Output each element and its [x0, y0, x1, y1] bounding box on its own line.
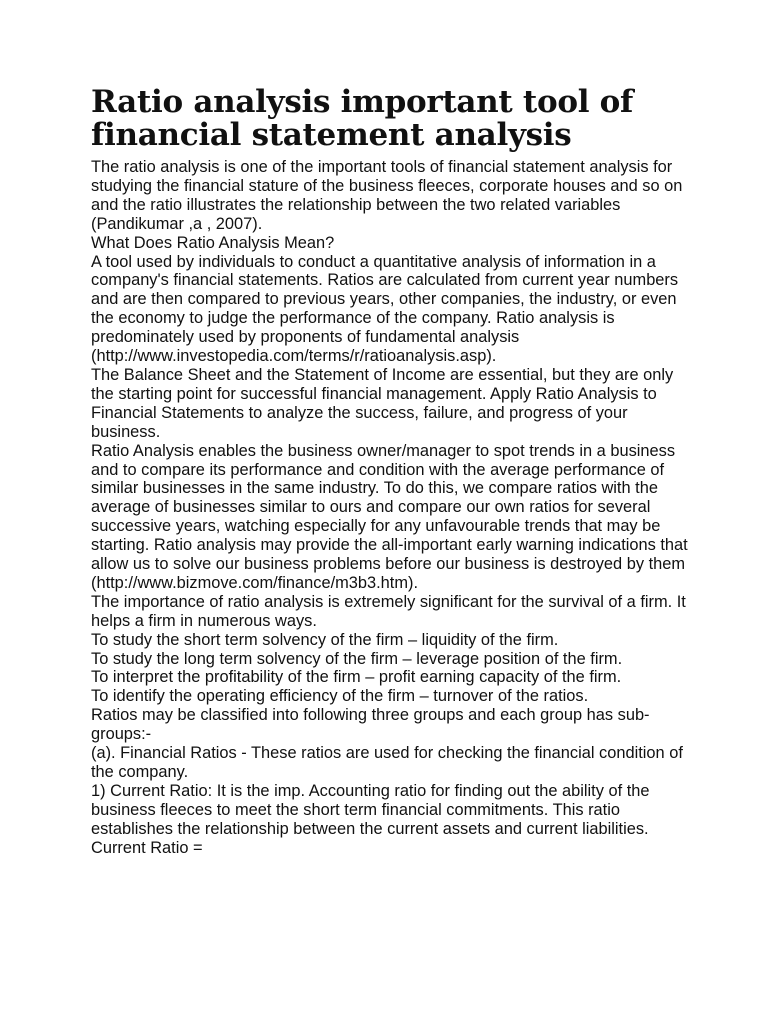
paragraph: Ratio Analysis enables the business owner/manager to spot trends in a business and to compare its performance and condition with the average performance of similar businesses in the same industry. To do this, we compare ratios with the average of businesses similar to ours and compare our own ratios for several successive years, watching especially for any unfavourable trends that may be starting. Ratio analysis may provide the all-important early warning indications that allow us to solve our business problems before our business is destroyed by them (http://www.bizmove.com/finance/m3b3.htm).	[91, 441, 688, 592]
paragraph: Ratios may be classified into following three groups and each group has sub-groups:-	[91, 706, 650, 744]
paragraph: A tool used by individuals to conduct a quantitative analysis of information in a company's financial statements. Ratios are calculated from current year numbers and are then compared to previous years, other companies, the industry, or even the economy to judge the performance of the company. Ratio analysis is predominately used by proponents of fundamental analysis (http://www.investopedia.com/terms/r/ratioanalysis.asp).	[91, 252, 679, 366]
paragraph: To study the long term solvency of the firm – leverage position of the firm.	[91, 649, 623, 668]
paragraph: Current Ratio =	[91, 838, 203, 857]
paragraph: (a). Financial Ratios - These ratios are used for checking the financial condition of the company.	[91, 744, 683, 781]
document-body	[91, 158, 691, 858]
paragraph: What Does Ratio Analysis Mean?	[91, 233, 335, 252]
paragraph: The ratio analysis is one of the important tools of financial statement analysis for studying the financial stature of the business fleeces, corporate houses and so on and the ratio illustrates the relationship between the two related variables (Pandikumar ,a , 2007).	[91, 158, 683, 233]
document-page	[91, 86, 691, 858]
document-title: Ratio analysis important tool of financial statement analysis	[91, 84, 634, 153]
paragraph: 1) Current Ratio: It is the imp. Accounting ratio for finding out the ability of the business fleeces to meet the short term financial commitments. This ratio establishes the relationship between the current assets and current liabilities.	[91, 781, 650, 838]
paragraph: The Balance Sheet and the Statement of Income are essential, but they are only the starting point for successful financial management. Apply Ratio Analysis to Financial Statements to analyze the success, failure, and progress of your business.	[91, 365, 674, 441]
paragraph: To study the short term solvency of the firm – liquidity of the firm.	[91, 630, 559, 649]
paragraph: The importance of ratio analysis is extremely significant for the survival of a firm. It helps a firm in numerous ways.	[91, 592, 686, 630]
paragraph: To identify the operating efficiency of the firm – turnover of the ratios.	[91, 687, 589, 706]
paragraph: To interpret the profitability of the firm – profit earning capacity of the firm.	[91, 668, 622, 687]
